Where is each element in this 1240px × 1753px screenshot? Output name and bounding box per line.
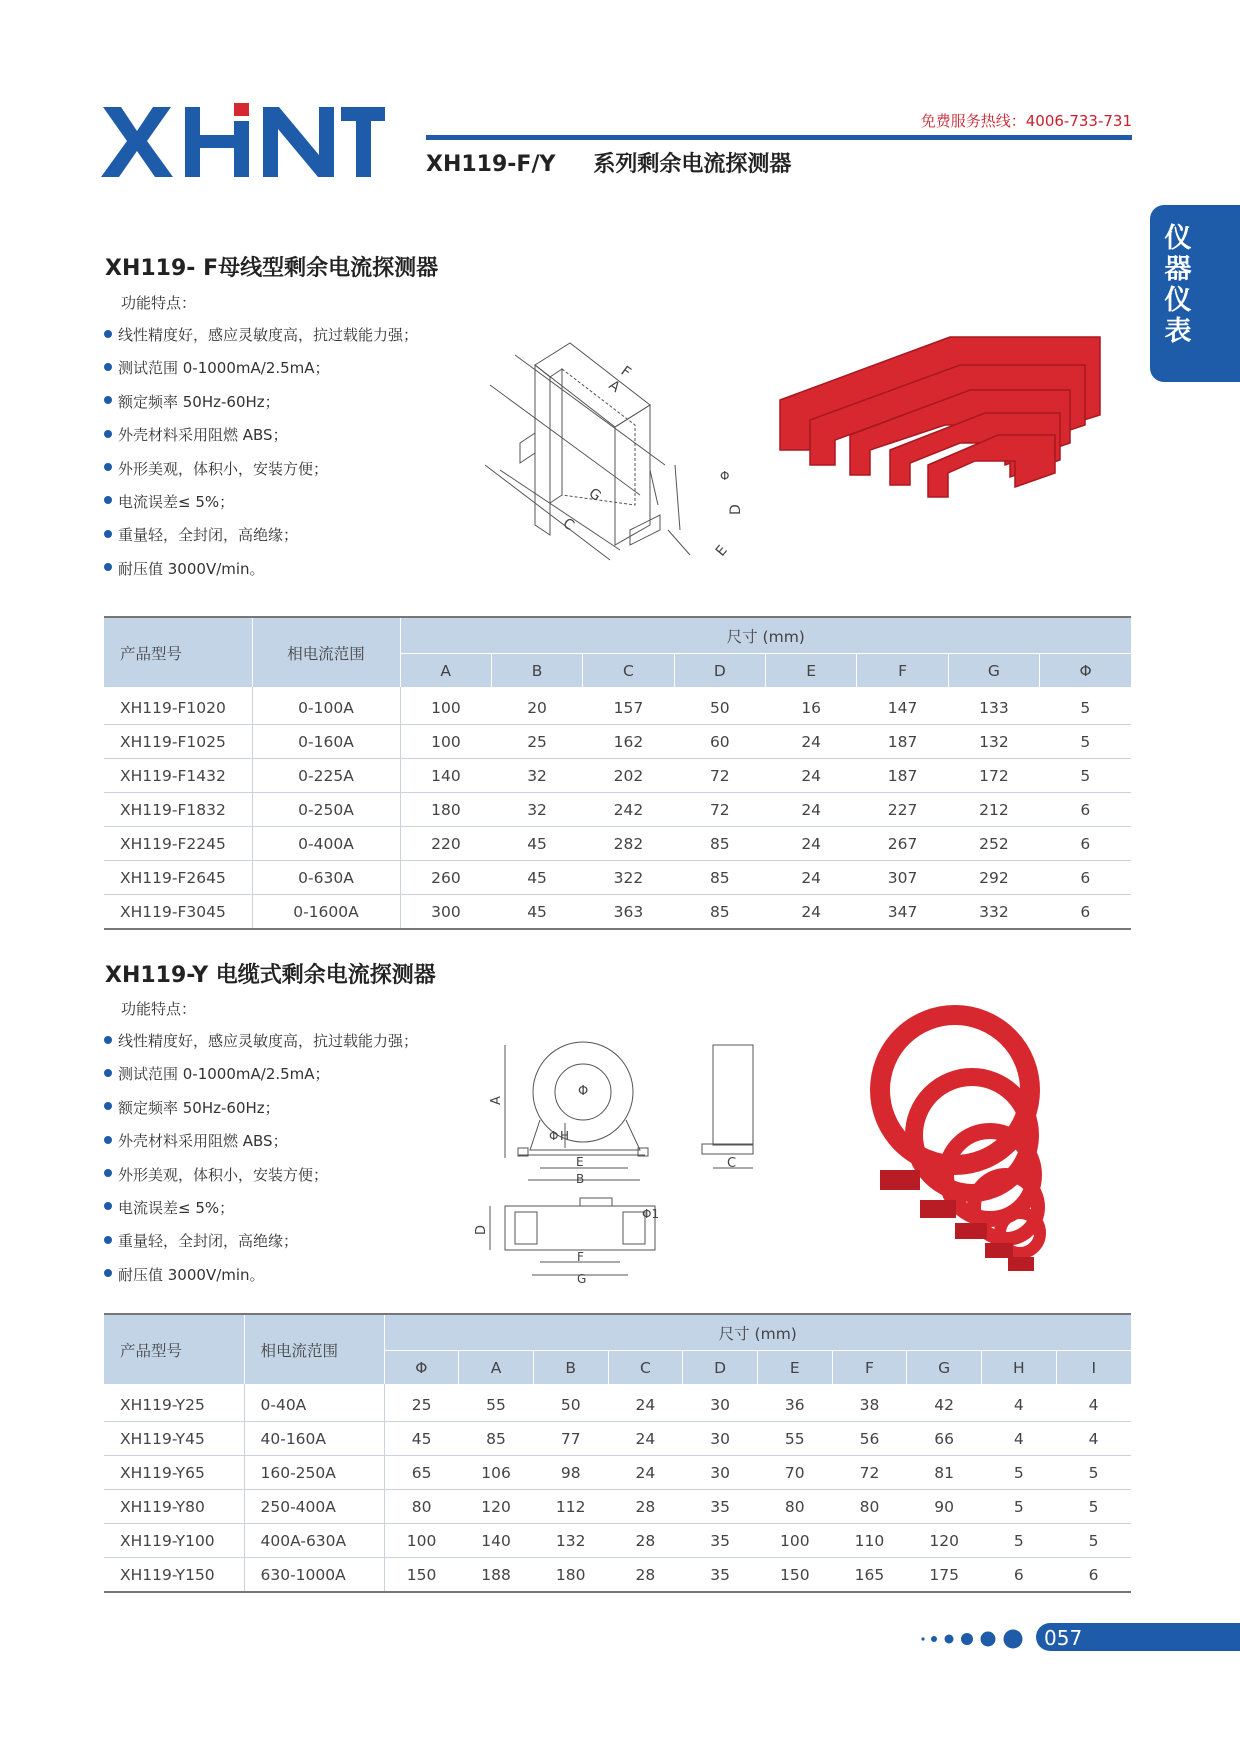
dimension-cell: 242 [583, 793, 674, 827]
dimension-cell: 28 [608, 1558, 683, 1593]
dimension-cell: 6 [982, 1558, 1057, 1593]
dimension-cell: 147 [857, 687, 948, 725]
dimension-cell: 77 [533, 1422, 608, 1456]
dimension-cell: 300 [400, 895, 491, 930]
dimension-cell: 157 [583, 687, 674, 725]
table-dim-col-header: A [459, 1351, 534, 1385]
dimension-cell: 5 [982, 1524, 1057, 1558]
feature-item: 电流误差≤ 5%； [104, 1192, 418, 1225]
model-cell: XH119-F3045 [104, 895, 252, 930]
table-header-dimensions: 尺寸 (mm) [384, 1314, 1131, 1351]
bullet-icon [104, 530, 112, 538]
dimension-cell: 227 [857, 793, 948, 827]
table-dim-col-header: Φ [1040, 654, 1131, 688]
dimension-cell: 90 [907, 1490, 982, 1524]
feature-item: 外形美观，体积小，安装方便； [104, 453, 418, 486]
dimension-cell: 220 [400, 827, 491, 861]
dimension-cell: 150 [384, 1558, 459, 1593]
dimension-cell: 45 [384, 1422, 459, 1456]
dimension-cell: 120 [907, 1524, 982, 1558]
dimension-cell: 80 [832, 1490, 907, 1524]
dimension-cell: 110 [832, 1524, 907, 1558]
xhnt-logo [103, 103, 385, 181]
range-cell: 630-1000A [244, 1558, 384, 1593]
dimension-cell: 6 [1040, 895, 1131, 930]
dim-label: A [489, 1096, 504, 1105]
range-cell: 0-160A [252, 725, 400, 759]
dimension-cell: 56 [832, 1422, 907, 1456]
dimension-cell: 6 [1040, 793, 1131, 827]
dimension-cell: 162 [583, 725, 674, 759]
dimension-cell: 81 [907, 1456, 982, 1490]
dim-label: D [728, 504, 744, 515]
dimension-cell: 85 [674, 861, 765, 895]
dimension-cell: 307 [857, 861, 948, 895]
category-side-tab[interactable] [1150, 205, 1240, 382]
bullet-icon [104, 1169, 112, 1177]
dimension-cell: 100 [757, 1524, 832, 1558]
dimension-cell: 5 [1056, 1490, 1131, 1524]
dimension-cell: 32 [491, 793, 582, 827]
dimension-cell: 25 [384, 1384, 459, 1422]
range-cell: 0-100A [252, 687, 400, 725]
table-header-dimensions: 尺寸 (mm) [400, 617, 1131, 654]
dim-label: E [576, 1155, 584, 1169]
dimension-cell: 28 [608, 1524, 683, 1558]
dimension-cell: 72 [832, 1456, 907, 1490]
dimension-cell: 30 [683, 1422, 758, 1456]
dimension-cell: 16 [766, 687, 857, 725]
section-y-feature-list [104, 1025, 418, 1292]
busbar-detector-product-photo [770, 325, 1115, 535]
dim-label: Φ [549, 1129, 559, 1143]
dim-label: B [576, 1172, 585, 1186]
dimension-cell: 165 [832, 1558, 907, 1593]
dimension-cell: 80 [757, 1490, 832, 1524]
cable-detector-product-photo [860, 995, 1090, 1285]
table-row [104, 1384, 1131, 1422]
dimension-cell: 20 [491, 687, 582, 725]
table-dim-col-header: C [583, 654, 674, 688]
dimension-cell: 180 [533, 1558, 608, 1593]
cable-spec-table [104, 1313, 1131, 1593]
model-cell: XH119-Y80 [104, 1490, 244, 1524]
section-y-features-heading: 功能特点： [121, 1000, 197, 1018]
dim-label: G [585, 485, 604, 505]
table-header-model: 产品型号 [104, 617, 252, 687]
dimension-cell: 106 [459, 1456, 534, 1490]
table-row [104, 895, 1131, 930]
dimension-cell: 4 [1056, 1384, 1131, 1422]
dimension-cell: 212 [948, 793, 1039, 827]
dimension-cell: 282 [583, 827, 674, 861]
dimension-cell: 24 [608, 1422, 683, 1456]
dimension-cell: 322 [583, 861, 674, 895]
range-cell: 0-630A [252, 861, 400, 895]
dim-label: A [605, 377, 623, 396]
bullet-icon [104, 463, 112, 471]
bullet-icon [104, 1269, 112, 1277]
pagination-dots-icon [920, 1624, 1030, 1654]
bullet-icon [104, 396, 112, 404]
dimension-cell: 24 [766, 793, 857, 827]
dimension-cell: 45 [491, 861, 582, 895]
dimension-cell: 42 [907, 1384, 982, 1422]
header-rule [426, 135, 1132, 140]
dimension-cell: 100 [400, 725, 491, 759]
side-tab-label: 仪器仪表 [1164, 223, 1192, 347]
dim-label: Φ [720, 469, 730, 483]
feature-item: 外形美观，体积小，安装方便； [104, 1159, 418, 1192]
range-cell: 0-250A [252, 793, 400, 827]
bullet-icon [104, 363, 112, 371]
table-header-range: 相电流范围 [244, 1314, 384, 1384]
dimension-cell: 65 [384, 1456, 459, 1490]
table-dim-col-header: B [491, 654, 582, 688]
bullet-icon [104, 1102, 112, 1110]
dim-label: C [559, 515, 577, 534]
table-row [104, 1422, 1131, 1456]
model-cell: XH119-F1432 [104, 759, 252, 793]
logo-text: XHNT [103, 103, 106, 104]
feature-item: 重量轻，全封闭，高绝缘； [104, 519, 418, 552]
feature-item: 外壳材料采用阻燃 ABS； [104, 419, 418, 452]
table-row [104, 1490, 1131, 1524]
dimension-cell: 132 [948, 725, 1039, 759]
dimension-cell: 28 [608, 1490, 683, 1524]
feature-item: 线性精度好，感应灵敏度高，抗过载能力强； [104, 319, 418, 352]
service-hotline: 免费服务热线：4006-733-731 [920, 112, 1132, 130]
range-cell: 40-160A [244, 1422, 384, 1456]
dimension-cell: 72 [674, 793, 765, 827]
dimension-cell: 50 [533, 1384, 608, 1422]
bullet-icon [104, 1069, 112, 1077]
table-row [104, 725, 1131, 759]
page-title [426, 147, 791, 178]
dimension-cell: 85 [674, 895, 765, 930]
dimension-cell: 267 [857, 827, 948, 861]
busbar-spec-table [104, 616, 1131, 930]
dim-label: F [617, 363, 634, 381]
table-header-range: 相电流范围 [252, 617, 400, 687]
table-row [104, 827, 1131, 861]
bullet-icon [104, 430, 112, 438]
bullet-icon [104, 563, 112, 571]
range-cell: 0-400A [252, 827, 400, 861]
dimension-cell: 4 [982, 1422, 1057, 1456]
dimension-cell: 6 [1040, 861, 1131, 895]
table-row [104, 687, 1131, 725]
model-cell: XH119-Y65 [104, 1456, 244, 1490]
dimension-cell: 24 [608, 1384, 683, 1422]
dim-label: C [727, 1156, 737, 1171]
dimension-cell: 60 [674, 725, 765, 759]
table-row [104, 1524, 1131, 1558]
dimension-cell: 85 [674, 827, 765, 861]
dimension-cell: 55 [459, 1384, 534, 1422]
dimension-cell: 120 [459, 1490, 534, 1524]
model-cell: XH119-Y25 [104, 1384, 244, 1422]
bullet-icon [104, 330, 112, 338]
dimension-cell: 260 [400, 861, 491, 895]
dim-label: D [474, 1224, 489, 1235]
section-f-feature-list [104, 319, 418, 586]
dimension-cell: 188 [459, 1558, 534, 1593]
feature-item: 测试范围 0-1000mA/2.5mA； [104, 1058, 418, 1091]
dimension-cell: 24 [766, 861, 857, 895]
title-model: XH119-F/Y [426, 152, 556, 177]
dimension-cell: 140 [400, 759, 491, 793]
dimension-cell: 72 [674, 759, 765, 793]
dimension-cell: 6 [1056, 1558, 1131, 1593]
feature-item: 额定频率 50Hz-60Hz； [104, 1092, 418, 1125]
table-dim-col-header: G [907, 1351, 982, 1385]
dim-label: H [560, 1129, 570, 1143]
dimension-cell: 5 [1040, 687, 1131, 725]
table-dim-col-header: C [608, 1351, 683, 1385]
range-cell: 400A-630A [244, 1524, 384, 1558]
model-cell: XH119-F1025 [104, 725, 252, 759]
dimension-cell: 5 [1056, 1524, 1131, 1558]
dim-label: E [712, 542, 731, 560]
dimension-cell: 347 [857, 895, 948, 930]
table-row [104, 1456, 1131, 1490]
dim-label: Φ1 [642, 1207, 660, 1221]
dimension-cell: 292 [948, 861, 1039, 895]
dimension-cell: 5 [982, 1490, 1057, 1524]
feature-item: 线性精度好，感应灵敏度高，抗过载能力强； [104, 1025, 418, 1058]
dimension-cell: 5 [1040, 725, 1131, 759]
dimension-cell: 45 [491, 895, 582, 930]
table-row [104, 861, 1131, 895]
dimension-cell: 100 [400, 687, 491, 725]
model-cell: XH119-F2645 [104, 861, 252, 895]
dimension-cell: 133 [948, 687, 1039, 725]
table-dim-col-header: B [533, 1351, 608, 1385]
dimension-cell: 55 [757, 1422, 832, 1456]
title-name: 系列剩余电流探测器 [593, 152, 792, 177]
table-dim-col-header: D [683, 1351, 758, 1385]
table-header-model: 产品型号 [104, 1314, 244, 1384]
dimension-cell: 24 [608, 1456, 683, 1490]
dimension-cell: 140 [459, 1524, 534, 1558]
feature-item: 电流误差≤ 5%； [104, 486, 418, 519]
feature-item: 耐压值 3000V/min。 [104, 553, 418, 586]
dimension-cell: 100 [384, 1524, 459, 1558]
table-dim-col-header: H [982, 1351, 1057, 1385]
cable-detector-dimension-drawing [474, 1040, 770, 1290]
range-cell: 0-1600A [252, 895, 400, 930]
dimension-cell: 35 [683, 1558, 758, 1593]
table-dim-col-header: E [757, 1351, 832, 1385]
dimension-cell: 38 [832, 1384, 907, 1422]
dimension-cell: 70 [757, 1456, 832, 1490]
table-dim-col-header: A [400, 654, 491, 688]
model-cell: XH119-Y45 [104, 1422, 244, 1456]
dimension-cell: 30 [683, 1456, 758, 1490]
dimension-cell: 50 [674, 687, 765, 725]
feature-item: 耐压值 3000V/min。 [104, 1259, 418, 1292]
feature-item: 重量轻，全封闭，高绝缘； [104, 1225, 418, 1258]
dim-label: F [577, 1250, 584, 1264]
table-dim-col-header: E [766, 654, 857, 688]
dimension-cell: 363 [583, 895, 674, 930]
model-cell: XH119-Y100 [104, 1524, 244, 1558]
range-cell: 250-400A [244, 1490, 384, 1524]
dimension-cell: 24 [766, 725, 857, 759]
table-dim-col-header: I [1056, 1351, 1131, 1385]
dimension-cell: 66 [907, 1422, 982, 1456]
table-row [104, 759, 1131, 793]
dimension-cell: 4 [982, 1384, 1057, 1422]
busbar-detector-dimension-drawing [480, 325, 750, 570]
bullet-icon [104, 1036, 112, 1044]
dimension-cell: 132 [533, 1524, 608, 1558]
dimension-cell: 45 [491, 827, 582, 861]
table-dim-col-header: Φ [384, 1351, 459, 1385]
dimension-cell: 24 [766, 895, 857, 930]
dimension-cell: 332 [948, 895, 1039, 930]
table-dim-col-header: D [674, 654, 765, 688]
dimension-cell: 202 [583, 759, 674, 793]
dim-label: G [577, 1272, 587, 1286]
table-row [104, 793, 1131, 827]
model-cell: XH119-F1020 [104, 687, 252, 725]
dimension-cell: 24 [766, 759, 857, 793]
dimension-cell: 6 [1040, 827, 1131, 861]
table-dim-col-header: F [857, 654, 948, 688]
dimension-cell: 150 [757, 1558, 832, 1593]
dimension-cell: 252 [948, 827, 1039, 861]
table-dim-col-header: F [832, 1351, 907, 1385]
dimension-cell: 175 [907, 1558, 982, 1593]
feature-item: 外壳材料采用阻燃 ABS； [104, 1125, 418, 1158]
feature-item: 额定频率 50Hz-60Hz； [104, 386, 418, 419]
dimension-cell: 172 [948, 759, 1039, 793]
dimension-cell: 35 [683, 1490, 758, 1524]
dimension-cell: 4 [1056, 1422, 1131, 1456]
model-cell: XH119-F1832 [104, 793, 252, 827]
dimension-cell: 24 [766, 827, 857, 861]
section-y-title: XH119-Y 电缆式剩余电流探测器 [105, 963, 436, 988]
section-f-features-heading: 功能特点： [121, 294, 197, 312]
section-f-title: XH119- F母线型剩余电流探测器 [105, 256, 439, 281]
dimension-cell: 36 [757, 1384, 832, 1422]
bullet-icon [104, 1236, 112, 1244]
range-cell: 0-225A [252, 759, 400, 793]
dimension-cell: 35 [683, 1524, 758, 1558]
page-number: 057 [1044, 1626, 1083, 1650]
dimension-cell: 5 [1056, 1456, 1131, 1490]
dimension-cell: 187 [857, 759, 948, 793]
dimension-cell: 85 [459, 1422, 534, 1456]
range-cell: 0-40A [244, 1384, 384, 1422]
bullet-icon [104, 1202, 112, 1210]
dimension-cell: 25 [491, 725, 582, 759]
dimension-cell: 80 [384, 1490, 459, 1524]
model-cell: XH119-F2245 [104, 827, 252, 861]
dimension-cell: 5 [982, 1456, 1057, 1490]
dimension-cell: 112 [533, 1490, 608, 1524]
range-cell: 160-250A [244, 1456, 384, 1490]
bullet-icon [104, 1136, 112, 1144]
dimension-cell: 187 [857, 725, 948, 759]
dim-label: Φ [578, 1084, 589, 1099]
feature-item: 测试范围 0-1000mA/2.5mA； [104, 352, 418, 385]
dimension-cell: 5 [1040, 759, 1131, 793]
dimension-cell: 180 [400, 793, 491, 827]
dimension-cell: 30 [683, 1384, 758, 1422]
dimension-cell: 98 [533, 1456, 608, 1490]
table-dim-col-header: G [948, 654, 1039, 688]
dimension-cell: 32 [491, 759, 582, 793]
model-cell: XH119-Y150 [104, 1558, 244, 1593]
table-row [104, 1558, 1131, 1593]
bullet-icon [104, 496, 112, 504]
